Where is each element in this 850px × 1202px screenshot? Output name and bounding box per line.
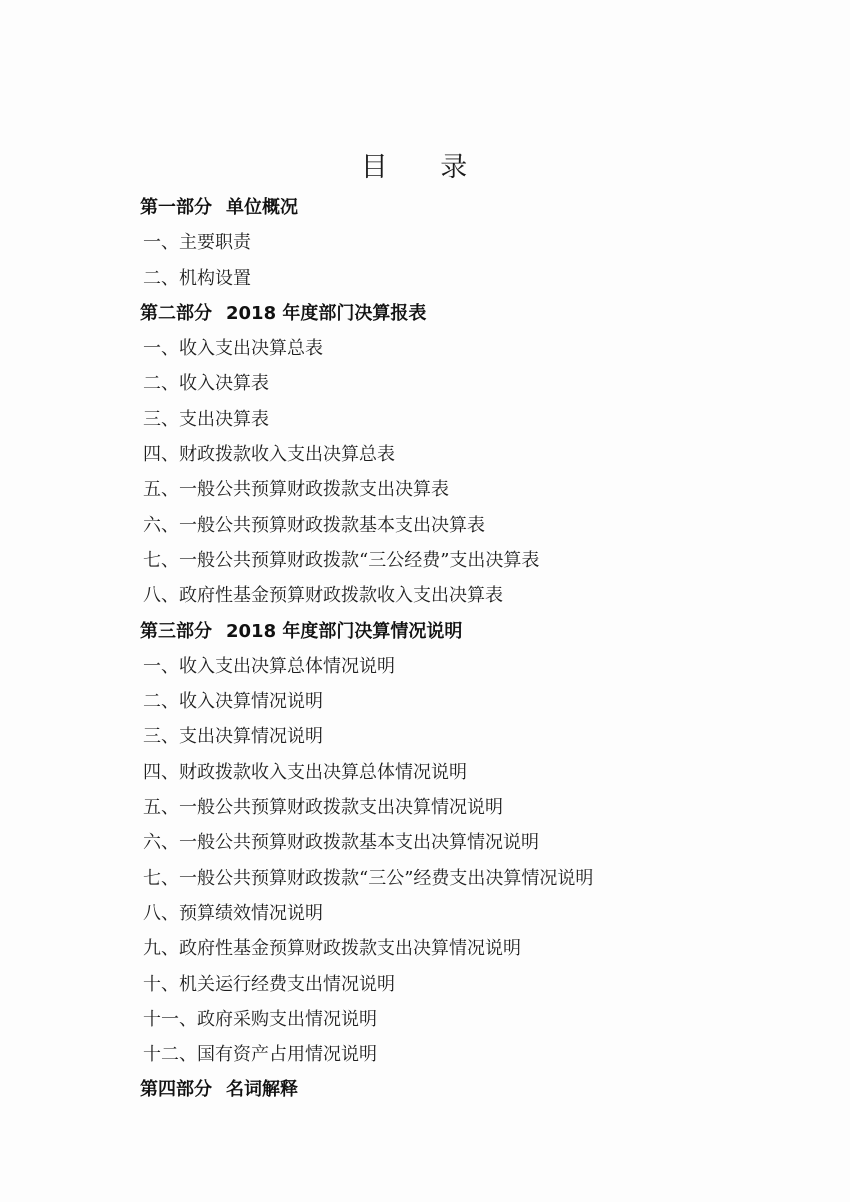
part-title: 单位概况 [226, 197, 298, 218]
toc-part-heading [140, 1072, 780, 1107]
toc-item: 七、一般公共预算财政拨款“三公”经费支出决算情况说明 [143, 867, 594, 889]
part-title: 名词解释 [226, 1079, 298, 1101]
toc-item: 十一、政府采购支出情况说明 [143, 1008, 377, 1030]
toc-item: 三、支出决算情况说明 [143, 726, 323, 748]
toc-item: 二、机构设置 [143, 267, 251, 289]
table-of-contents [140, 190, 780, 1108]
page-title: 目 录 [360, 152, 490, 183]
toc-item: 二、收入决算情况说明 [143, 691, 323, 713]
part-title: 2018 年度部门决算情况说明 [226, 620, 463, 642]
part-number: 第四部分 [140, 1079, 212, 1101]
toc-item: 八、政府性基金预算财政拨款收入支出决算表 [143, 585, 503, 607]
toc-item: 七、一般公共预算财政拨款“三公经费”支出决算表 [143, 549, 540, 571]
part-number: 第一部分 [140, 197, 212, 218]
toc-part-heading [140, 190, 780, 225]
toc-part-heading [140, 296, 780, 331]
toc-item: 五、一般公共预算财政拨款支出决算情况说明 [143, 797, 503, 819]
part-number: 第三部分 [140, 620, 212, 642]
toc-item: 六、一般公共预算财政拨款基本支出决算表 [143, 514, 485, 536]
toc-item: 一、主要职责 [143, 232, 251, 254]
toc-item: 六、一般公共预算财政拨款基本支出决算情况说明 [143, 832, 539, 854]
toc-item: 二、收入决算表 [143, 373, 269, 395]
toc-item: 四、财政拨款收入支出决算总体情况说明 [143, 761, 467, 783]
toc-item: 一、收入支出决算总表 [143, 338, 323, 360]
part-title: 2018 年度部门决算报表 [226, 302, 427, 324]
part-number: 第二部分 [140, 302, 212, 324]
toc-item: 一、收入支出决算总体情况说明 [143, 655, 395, 677]
toc-item: 三、支出决算表 [143, 408, 269, 430]
toc-item: 十、机关运行经费支出情况说明 [143, 973, 395, 995]
toc-item: 八、预算绩效情况说明 [143, 902, 323, 924]
toc-item: 五、一般公共预算财政拨款支出决算表 [143, 479, 449, 501]
toc-item: 四、财政拨款收入支出决算总表 [143, 444, 395, 466]
toc-part-heading [140, 614, 780, 649]
toc-item: 十二、国有资产占用情况说明 [143, 1044, 377, 1066]
toc-item: 九、政府性基金预算财政拨款支出决算情况说明 [143, 938, 521, 960]
